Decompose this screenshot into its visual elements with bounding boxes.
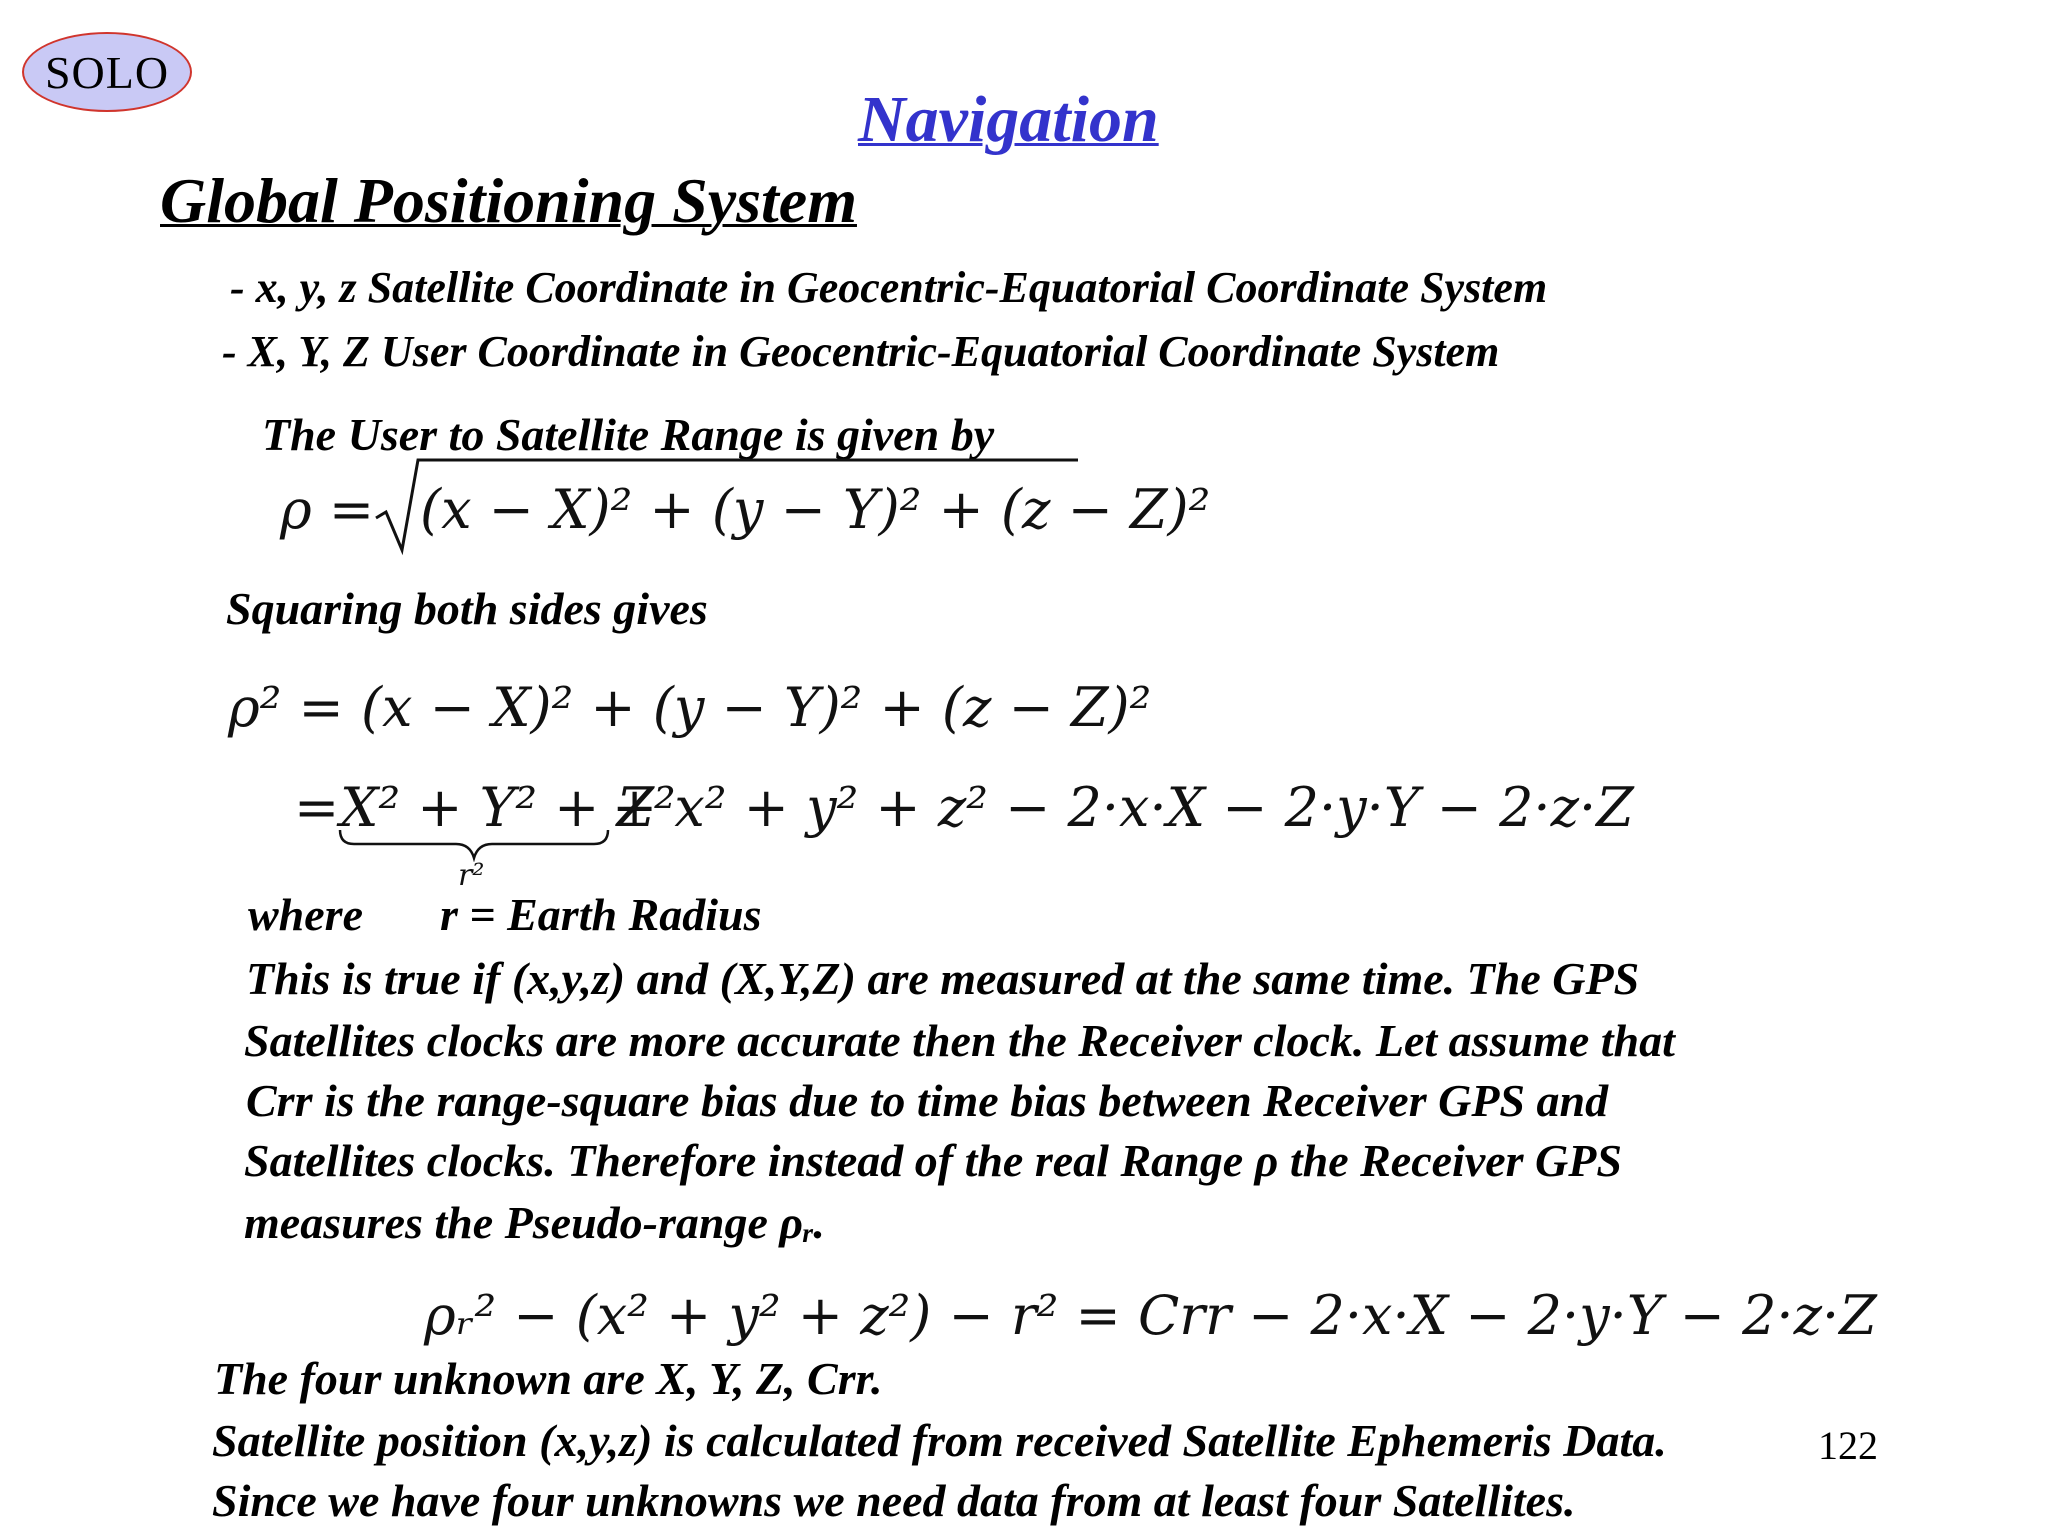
where-definition: r = Earth Radius [440, 889, 762, 940]
equation-squared-2-braced: X² + Y² + Z² [340, 776, 676, 839]
definition-user: - X, Y, Z User Coordinate in Geocentric-Equatorial Coordinate System [222, 327, 1500, 376]
squaring-text: Squaring both sides gives [226, 583, 708, 634]
page-number: 122 [1818, 1423, 1878, 1468]
equation-squared-2-rest: + x² + y² + z² − 2·x·X − 2·y·Y − 2·z·Z [612, 776, 1634, 839]
equation-pseudo-range: ρᵣ² − (x² + y² + z²) − r² = Crr − 2·x·X − 2·y·Y − 2·z·Z [424, 1284, 1877, 1347]
slide-title: Navigation [858, 83, 1159, 156]
equation-squared-1: ρ² = (x − X)² + (y − Y)² + (z − Z)² [228, 676, 1152, 739]
solo-logo [22, 32, 192, 112]
where-word: where [248, 889, 363, 940]
equation-range-lhs: ρ = [280, 478, 375, 541]
conclusion-line-3: Since we have four unknowns we need data from at least four Satellites. [212, 1475, 1576, 1526]
paragraph-line-4: Satellites clocks. Therefore instead of the real Range ρ the Receiver GPS [244, 1135, 1622, 1186]
underbrace-label: r² [458, 858, 485, 893]
equation-squared-2-prefix: = [294, 776, 340, 839]
logo-text: SOLO [44, 46, 170, 98]
paragraph-line-3: Crr is the range-square bias due to time bias between Receiver GPS and [246, 1075, 1609, 1126]
conclusion-line-1: The four unknown are X, Y, Z, Crr. [214, 1353, 883, 1404]
range-intro: The User to Satellite Range is given by [262, 409, 995, 460]
paragraph-line-5: measures the Pseudo-range ρᵣ. [244, 1197, 825, 1248]
definition-satellite: - x, y, z Satellite Coordinate in Geocentric-Equatorial Coordinate System [230, 263, 1548, 312]
underbrace [338, 826, 610, 862]
equation-range [280, 478, 374, 541]
paragraph-line-2: Satellites clocks are more accurate then the Receiver clock. Let assume that [244, 1015, 1675, 1066]
slide-subtitle: Global Positioning System [160, 165, 857, 236]
equation-range-radicand: (x − X)² + (y − Y)² + (z − Z)² [420, 478, 1211, 541]
paragraph-line-1: This is true if (x,y,z) and (X,Y,Z) are measured at the same time. The GPS [246, 953, 1640, 1004]
conclusion-line-2: Satellite position (x,y,z) is calculated from received Satellite Ephemeris Data. [212, 1415, 1667, 1466]
